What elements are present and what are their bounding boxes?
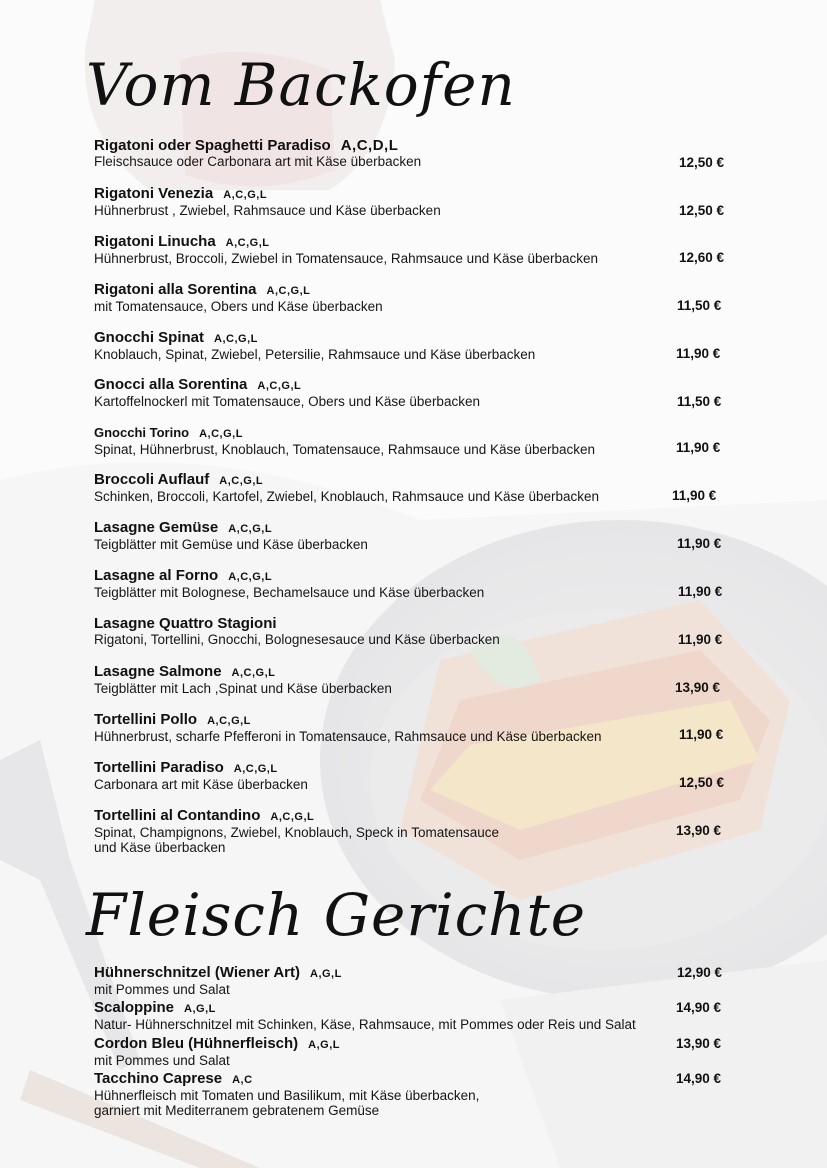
item-description: Natur- Hühnerschnitzel mit Schinken, Käse, Rahmsauce, mit Pommes oder Reis und Salat	[94, 1017, 636, 1032]
item-description: Rigatoni, Tortellini, Gnocchi, Bolognesesauce und Käse überbacken	[94, 632, 500, 647]
item-price: 12,50 €	[679, 155, 725, 170]
menu-item	[94, 234, 734, 266]
item-price: 11,50 €	[677, 298, 722, 313]
item-price: 13,90 €	[676, 823, 722, 838]
item-price: 14,90 €	[676, 1000, 722, 1015]
item-allergens: A,C,G,L	[223, 189, 268, 201]
item-name: Gnocci alla Sorentina A,C,G,L	[94, 376, 302, 393]
item-price: 13,90 €	[675, 680, 721, 695]
menu-item	[94, 330, 734, 362]
item-price: 11,90 €	[676, 346, 721, 361]
item-name: Rigatoni Linucha A,C,G,L	[94, 233, 270, 250]
item-price: 12,50 €	[679, 203, 725, 218]
item-price: 11,90 €	[676, 440, 721, 455]
item-allergens: A,C,G,L	[207, 715, 251, 727]
menu-item	[94, 425, 734, 457]
menu-item	[94, 808, 734, 855]
item-price: 11,90 €	[679, 727, 724, 742]
item-price: 14,90 €	[676, 1071, 722, 1086]
item-price: 11,50 €	[677, 394, 722, 409]
item-name: Tortellini Pollo A,C,G,L	[94, 711, 251, 728]
item-name: Gnocchi Spinat A,C,G,L	[94, 329, 258, 346]
item-description: Teigblätter mit Bolognese, Bechamelsauce und Käse überbacken	[94, 585, 485, 600]
item-description: Spinat, Champignons, Zwiebel, Knoblauch, Speck in Tomatensauce	[94, 825, 499, 840]
item-price: 11,90 €	[678, 632, 723, 647]
item-allergens: A,G,L	[310, 968, 342, 980]
item-name: Lasagne Quattro Stagioni	[94, 615, 277, 632]
item-allergens: A,G,L	[184, 1003, 216, 1015]
menu-item	[94, 1071, 734, 1118]
item-allergens: A,C,G,L	[270, 811, 315, 823]
item-price: 12,90 €	[677, 965, 723, 980]
item-allergens: A,C,G,L	[225, 237, 270, 249]
menu-item	[94, 568, 734, 600]
section-title-vom-backofen: Vom Backofen	[86, 51, 516, 119]
menu-item	[94, 472, 734, 504]
item-name: Rigatoni Venezia A,C,G,L	[94, 185, 268, 202]
item-price: 11,90 €	[672, 488, 717, 503]
item-name: Lasagne al Forno A,C,G,L	[94, 567, 273, 584]
item-name: Hühnerschnitzel (Wiener Art) A,G,L	[94, 964, 342, 981]
item-description: Knoblauch, Spinat, Zwiebel, Petersilie, Rahmsauce und Käse überbacken	[94, 347, 536, 362]
item-allergens: A,C,G,L	[219, 475, 264, 487]
item-description: mit Pommes und Salat	[94, 982, 230, 997]
item-allergens: A,C	[232, 1074, 253, 1086]
item-allergens: A,C,G,L	[228, 571, 273, 583]
section-title-fleisch-gerichte: Fleisch Gerichte	[86, 881, 587, 949]
item-name: Tacchino Caprese A,C	[94, 1070, 253, 1087]
item-name: Lasagne Gemüse A,C,G,L	[94, 519, 273, 536]
item-description: Fleischsauce oder Carbonara art mit Käse überbacken	[94, 154, 422, 169]
menu-item	[94, 664, 734, 696]
item-allergens: A,C,D,L	[340, 137, 399, 154]
menu-item	[94, 282, 734, 314]
menu-item	[94, 616, 734, 647]
item-name: Rigatoni oder Spaghetti Paradiso A,C,D,L	[94, 137, 399, 154]
item-description: Schinken, Broccoli, Kartofel, Zwiebel, Knoblauch, Rahmsauce und Käse überbacken	[94, 489, 600, 504]
item-name: Lasagne Salmone A,C,G,L	[94, 663, 276, 680]
item-description: Hühnerfleisch mit Tomaten und Basilikum, mit Käse überbacken,	[94, 1088, 480, 1103]
item-price: 11,90 €	[677, 536, 722, 551]
item-allergens: A,C,G,L	[228, 523, 273, 535]
item-allergens: A,G,L	[308, 1039, 341, 1051]
menu-item	[94, 760, 734, 792]
item-description: Kartoffelnockerl mit Tomatensauce, Obers und Käse überbacken	[94, 394, 480, 409]
menu-item	[94, 965, 734, 997]
item-allergens: A,C,G,L	[214, 333, 258, 345]
item-allergens: A,C,G,L	[266, 285, 311, 297]
item-description: garniert mit Mediterranem gebratenem Gemüse	[94, 1103, 380, 1118]
item-name: Rigatoni alla Sorentina A,C,G,L	[94, 281, 311, 298]
item-description: und Käse überbacken	[94, 840, 226, 855]
item-description: mit Tomatensauce, Obers und Käse überbacken	[94, 299, 383, 314]
item-name: Gnocchi Torino A,C,G,L	[94, 425, 243, 440]
item-price: 13,90 €	[676, 1036, 722, 1051]
item-allergens: A,C,G,L	[257, 380, 302, 392]
item-price: 11,90 €	[678, 584, 723, 599]
item-name: Cordon Bleu (Hühnerfleisch) A,G,L	[94, 1035, 341, 1052]
menu-item	[94, 138, 734, 169]
item-price: 12,50 €	[679, 775, 725, 790]
menu-item	[94, 186, 734, 218]
item-description: Hühnerbrust , Zwiebel, Rahmsauce und Käse überbacken	[94, 203, 441, 218]
item-price: 12,60 €	[679, 250, 725, 265]
menu-item	[94, 1036, 734, 1068]
menu-item	[94, 712, 734, 744]
item-description: Hühnerbrust, scharfe Pfefferoni in Tomatensauce, Rahmsauce und Käse überbacken	[94, 729, 602, 744]
item-name: Broccoli Auflauf A,C,G,L	[94, 471, 264, 488]
item-allergens: A,C,G,L	[199, 428, 243, 440]
item-allergens: A,C,G,L	[231, 667, 276, 679]
item-description: Hühnerbrust, Broccoli, Zwiebel in Tomatensauce, Rahmsauce und Käse überbacken	[94, 251, 599, 266]
menu-item	[94, 1000, 734, 1032]
item-description: Spinat, Hühnerbrust, Knoblauch, Tomatensauce, Rahmsauce und Käse überbacken	[94, 442, 596, 457]
menu-item	[94, 520, 734, 552]
item-name: Tortellini Paradiso A,C,G,L	[94, 759, 278, 776]
item-name: Tortellini al Contandino A,C,G,L	[94, 807, 315, 824]
item-description: Teigblätter mit Gemüse und Käse überbacken	[94, 537, 368, 552]
item-allergens: A,C,G,L	[233, 763, 278, 775]
menu-item	[94, 377, 734, 409]
item-name: Scaloppine A,G,L	[94, 999, 216, 1016]
item-description: Carbonara art mit Käse überbacken	[94, 777, 308, 792]
item-description: Teigblätter mit Lach ,Spinat und Käse überbacken	[94, 681, 392, 696]
item-description: mit Pommes und Salat	[94, 1053, 230, 1068]
